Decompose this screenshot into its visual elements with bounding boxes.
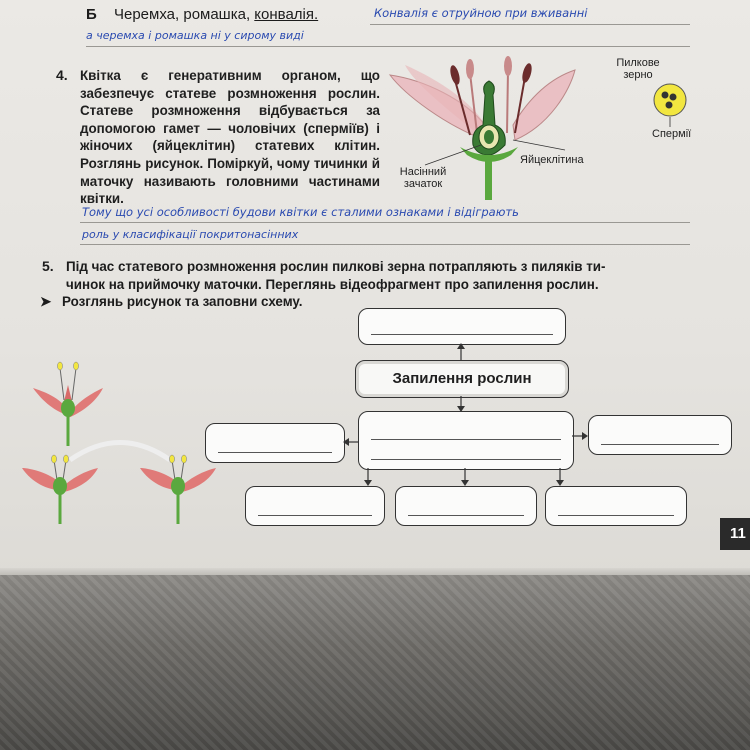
arrow-down-icon [455, 396, 467, 412]
task5-text: Під час статевого розмноження рослин пилкові зерна потрапляють з пиляків ти- чинок на приймочку маточки. Переглянь відеофрагмент про запилення рослин. [66, 259, 606, 292]
task-number-4: 4. [56, 67, 68, 83]
label-pollen-grain: Пилкове зерно [616, 57, 660, 81]
scheme-box-bottom-1[interactable] [245, 486, 385, 526]
arrow-up-icon [455, 343, 467, 360]
pollen-grain-icon [654, 84, 686, 116]
pollination-illustration [20, 350, 220, 535]
scheme-branch-arrows [250, 468, 730, 486]
answer-rule [370, 24, 690, 25]
task-number-5: 5. [42, 258, 54, 274]
handwritten-answer-line2: а черемха і ромашка ні у сирому виді [86, 29, 304, 42]
label-egg-cell: Яйцеклітина [520, 154, 584, 166]
task4-text: Квітка є генеративним органом, що забезпечує статеве розмноження рослин. Статеве розмноження відбувається за допомогою гамет — чоловічих (сперміїв) і жіночих (яйцеклітин) статевих клітин. Розглянь рисунок. Поміркуй, чому тичинки й маточку називають головними частинами квітки. [80, 68, 380, 207]
scheme-box-right[interactable] [588, 415, 732, 455]
label-ovule: Насінний зачаток [399, 166, 447, 190]
petal-right-icon [513, 70, 575, 140]
task5-instruction: Розглянь рисунок та заповни схему. [62, 294, 303, 309]
handwritten-answer-line1: Конвалія є отруйною при вживанні [374, 6, 588, 20]
plants-text: Черемха, ромашка, конвалія. [114, 6, 319, 23]
flower-icon [22, 455, 98, 524]
scheme-box-left[interactable] [205, 423, 345, 463]
flower-icon [140, 455, 216, 524]
task4-handwritten-line1: Тому що усі особливості будови квітки є сталими ознаками і відіграють [82, 205, 519, 219]
task4-handwritten-line2: роль у класифікації покритонасінних [82, 228, 299, 241]
scheme-box-top[interactable] [358, 308, 566, 345]
answer-rule [86, 46, 690, 47]
option-letter: Б [86, 6, 97, 23]
background-surface [0, 575, 750, 750]
arrow-right-icon [572, 430, 588, 442]
answer-rule [80, 244, 690, 245]
scheme-box-bottom-2[interactable] [395, 486, 537, 526]
answer-rule [80, 222, 690, 223]
bullet-arrow: ➤ [40, 294, 52, 309]
scheme-box-center[interactable] [358, 411, 574, 470]
page-number-tab: 11 [720, 518, 750, 550]
label-sperm: Спермії [652, 128, 692, 140]
scheme-box-bottom-3[interactable] [545, 486, 687, 526]
arrow-left-icon [343, 436, 359, 448]
flower-icon [33, 362, 103, 446]
scheme-title: Запилення рослин [355, 360, 569, 398]
